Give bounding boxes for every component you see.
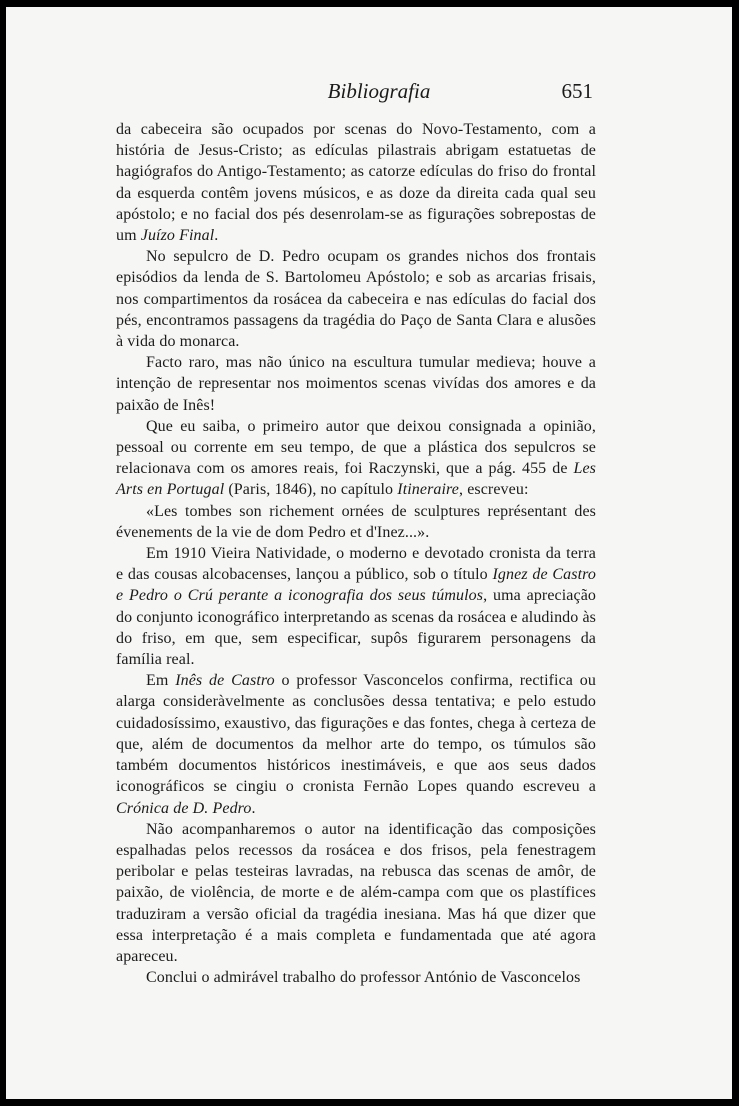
paragraph-8: [116, 819, 596, 967]
text-run: .: [251, 799, 256, 817]
text-run: da cabeceira são ocupados por scenas do Novo-Testamento, com a história de Jesus-Cristo; as edículas pilastrais abrigam estatuetas de hagiógrafos do Antigo-Testamento; as catorze edículas do friso do frontal da esquerda contêm jovens músicos, e as doze da direita cada qual seu apóstolo; e no facial dos pés desenrolam-se as figurações sobrepostas de um: [116, 121, 596, 245]
italic-title-run: Crónica de D. Pedro: [116, 799, 252, 817]
italic-title-run: Itineraire: [397, 481, 459, 499]
running-title: Bibliografia: [327, 79, 431, 103]
body-text: [116, 119, 596, 988]
page-header: [6, 79, 732, 109]
text-run: , uma apreciação do conjunto iconográfico interpretando as scenas da rosácea e aludindo às do friso, em que, sem especificar, supôs figurarem personagens da família real.: [116, 587, 597, 669]
text-run: Em 1910 Vieira Natividade, o moderno e devotado cronista da terra e das cousas alcobacenses, lançou a público, sob o título: [116, 545, 596, 584]
text-run: No sepulcro de D. Pedro ocupam os grandes nichos dos frontais episódios da lenda de S. Bartolomeu Apóstolo; e sob as arcarias frisais, nos compartimentos da rosácea da cabeceira e nas edículas do facial dos pés, encontramos passagens da tragédia do Paço de Santa Clara e alusões à vida do monarca.: [116, 248, 596, 351]
paragraph-5-quotation: [116, 501, 596, 543]
paragraph-4: [116, 416, 596, 501]
text-run: Em: [146, 672, 176, 690]
paragraph-7: [116, 670, 596, 818]
italic-title-run: Les Arts en Portugal: [116, 460, 596, 499]
text-run: (Paris, 1846), no capítulo: [224, 481, 398, 499]
italic-title-run: Juízo Final: [140, 227, 215, 245]
page-number: 651: [561, 79, 593, 103]
paragraph-3: [116, 352, 596, 416]
book-page: [6, 7, 732, 1099]
paragraph-2: [116, 246, 596, 352]
paragraph-9: [116, 967, 596, 988]
italic-title-run: Ignez de Castro e Pedro o Crú perante a iconografia dos seus túmulos: [116, 566, 596, 605]
paragraph-1: [116, 119, 596, 246]
text-run: , escreveu:: [459, 481, 529, 499]
text-run: Não acompanharemos o autor na identificação das composições espalhadas pelos recessos da rosácea e dos frisos, pela fenestragem peribolar e pelas testeiras lavradas, na rebusca das scenas de amôr, de paixão, de violência, de morte e de além-campa com que os plastífices traduziram a versão oficial da tragédia inesiana. Mas há que dizer que essa interpretação é a mais completa e fundamentada que até agora apareceu.: [116, 820, 596, 965]
paragraph-6: [116, 543, 596, 670]
text-run: Que eu saiba, o primeiro autor que deixou consignada a opinião, pessoal ou corrente em seu tempo, de que a plástica dos sepulcros se relacionava com os amores reais, foi Raczynski, que a pág. 455 de: [116, 417, 596, 478]
text-run: Conclui o admirável trabalho do professor António de Vasconcelos: [146, 969, 581, 987]
text-run: «Les tombes son richement ornées de sculptures représentant des évenements de la vie de dom Pedro et d'Inez...».: [116, 502, 596, 541]
text-run: Facto raro, mas não único na escultura tumular medieva; houve a intenção de representar nos moimentos scenas vivídas dos amores e da paixão de Inês!: [116, 354, 596, 414]
text-run: o professor Vasconcelos confirma, rectifica ou alarga consideràvelmente as conclusões dessa tentativa; e pelo estudo cuidadosíssimo, exaustivo, das figurações e das fontes, chega à certeza de que, além de documentos da melhor arte do tempo, os túmulos são também documentos históricos inestimáveis, e que aos seus dados iconográficos se cingiu o cronista Fernão Lopes quando escreveu a: [116, 672, 596, 796]
text-run: .: [214, 227, 219, 245]
italic-title-run: Inês de Castro: [175, 672, 275, 690]
